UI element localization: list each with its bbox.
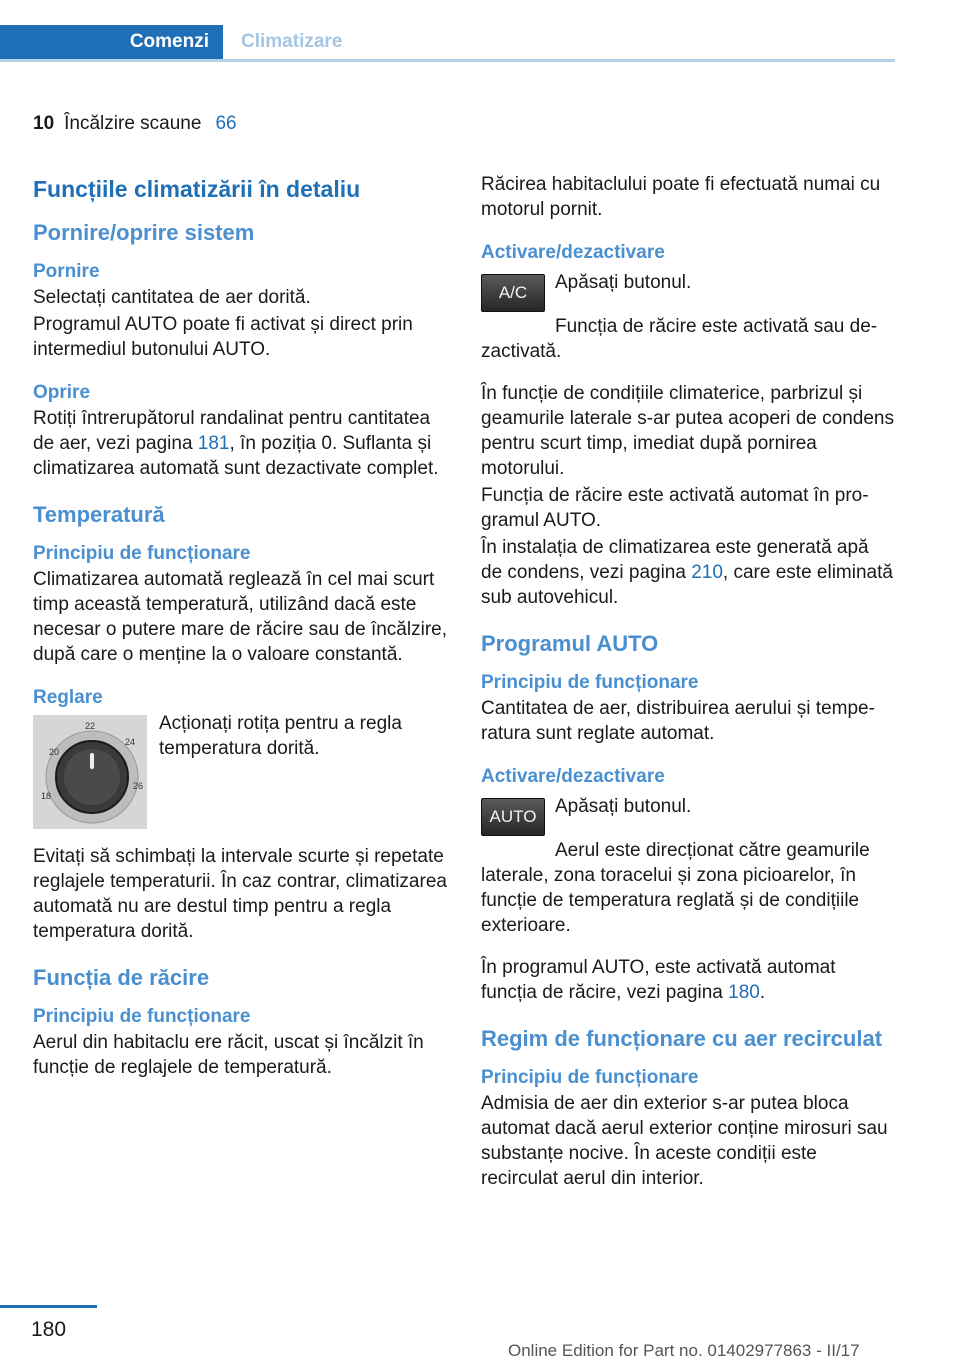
paragraph-cool: Aerul din habitaclu ere răcit, uscat și încălzit în funcție de reglajele de temperatură. xyxy=(33,1032,424,1078)
heading-principle-cool: Principiu de funcționare xyxy=(33,1006,251,1027)
page-number: 180 xyxy=(30,1318,67,1341)
chapter-title: Încălzire scaune xyxy=(64,113,202,134)
page-link-181[interactable]: 181 xyxy=(197,433,230,454)
breadcrumb xyxy=(33,112,237,136)
paragraph-stop: Rotiți întrerupătorul randalinat pentru cantitatea de aer, vezi pagina 181, în poziția 0. Suflanta și climatizarea automată sunt dezactivate complet. xyxy=(33,408,439,479)
dial-tick-24: 24 xyxy=(125,737,136,747)
ac-button-icon: A/C xyxy=(481,274,545,312)
heading-activate-ac: Activare/dezactivare xyxy=(481,242,665,263)
heading-recirculation: Regim de funcționare cu aer recirculat xyxy=(481,1026,883,1051)
dial-tick-20: 20 xyxy=(49,747,60,757)
heading-system: Pornire/oprire sistem xyxy=(33,220,255,245)
paragraph-start-2: Programul AUTO poate fi activat și direct prin intermediul butonului AUTO. xyxy=(33,314,413,360)
paragraph-auto-3: În programul AUTO, este activată automat funcția de răcire, vezi pagina 180. xyxy=(481,957,836,1003)
footer-rule xyxy=(0,1305,97,1308)
dial-tick-26: 26 xyxy=(133,781,144,791)
paragraph-cool-engine: Răcirea habitaclului poate fi efectuată numai cu motorul pornit. xyxy=(481,174,881,220)
header-rule xyxy=(0,59,895,62)
header-tabbar xyxy=(0,25,895,62)
heading-adjust: Reglare xyxy=(33,687,103,708)
paragraph-auto-1: Apăsați butonul. xyxy=(555,796,692,817)
chapter-page-link[interactable]: 66 xyxy=(215,113,237,134)
paragraph-auto-principle: Cantitatea de aer, distribuirea aerului și temperatura sunt reglate automat. xyxy=(481,698,875,744)
right-column xyxy=(481,172,895,1193)
dial-tick-22: 22 xyxy=(85,721,96,731)
ac-button-block xyxy=(481,270,895,314)
chapter-number: 10 xyxy=(33,113,55,134)
paragraph-adjust: Acționați rotița pentru a regla temperatura dorită. xyxy=(159,713,402,759)
auto-button-block xyxy=(481,794,895,838)
heading-start: Pornire xyxy=(33,261,100,282)
paragraph-recirc: Admisia de aer din exterior s-ar putea bloca automat dacă aerul exterior conține mirosuri sau substanțe nocive. În aceste condiții este recirculat aerul din interior. xyxy=(481,1093,888,1189)
heading-temperature: Temperatură xyxy=(33,502,165,527)
dial-tick-18: 18 xyxy=(41,791,52,801)
paragraph-ac-2: Funcția de răcire este activată sau dezactivată. xyxy=(481,316,878,362)
heading-principle-temp: Principiu de funcționare xyxy=(33,543,251,564)
paragraph-condensation: În funcție de condițiile climaterice, parbrizul și geamurile laterale s-ar putea acoperi de condens pentru scurt timp, imediat după pornirea motorului. xyxy=(481,383,894,479)
paragraph-auto-2: Aerul este direcționat către geamurile laterale, zona toracelui și zona picioarelor, în funcție de temperatura reglată și de condițiile exterioare. xyxy=(481,840,870,936)
tab-comenzi[interactable]: Comenzi xyxy=(0,25,223,59)
heading-cooling: Funcția de răcire xyxy=(33,965,210,990)
left-column xyxy=(33,172,451,1082)
heading-stop: Oprire xyxy=(33,382,91,403)
heading-activate-auto: Activare/dezactivare xyxy=(481,766,665,787)
paragraph-ac-1: Apăsați butonul. xyxy=(555,272,692,293)
page-link-180[interactable]: 180 xyxy=(728,982,760,1003)
temperature-dial-image xyxy=(33,715,147,829)
heading-auto-program: Programul AUTO xyxy=(481,631,659,656)
paragraph-start-1: Selectați cantitatea de aer dorită. xyxy=(33,287,311,308)
auto-button-icon: AUTO xyxy=(481,798,545,836)
paragraph-adjust-2: Evitați să schimbați la intervale scurte și repetate reglajele temperaturii. În caz contrar, climatizarea automată nu are destul timp pentru a regla temperatura dorită. xyxy=(33,846,447,942)
dial-block xyxy=(33,711,451,829)
heading-principle-recirc: Principiu de funcționare xyxy=(481,1067,699,1088)
paragraph-auto-cool: Funcția de răcire este activată automat în programul AUTO. xyxy=(481,485,869,531)
tab-climatizare[interactable]: Climatizare xyxy=(223,25,393,59)
section-title: Funcțiile climatizării în detaliu xyxy=(33,176,361,202)
paragraph-temp: Climatizarea automată reglează în cel mai scurt timp această temperatură, utilizând dacă este necesar o putere mare de răcire sau de încălzire, după care o menține la o valoare constantă. xyxy=(33,569,447,665)
paragraph-water: În instalația de climatizarea este generată apă de condens, vezi pagina 210, care este eliminată sub autovehicul. xyxy=(481,537,893,608)
heading-principle-auto: Principiu de funcționare xyxy=(481,672,699,693)
edition-note: Online Edition for Part no. 01402977863 - II/17 xyxy=(508,1341,860,1360)
page-link-210[interactable]: 210 xyxy=(691,562,723,583)
